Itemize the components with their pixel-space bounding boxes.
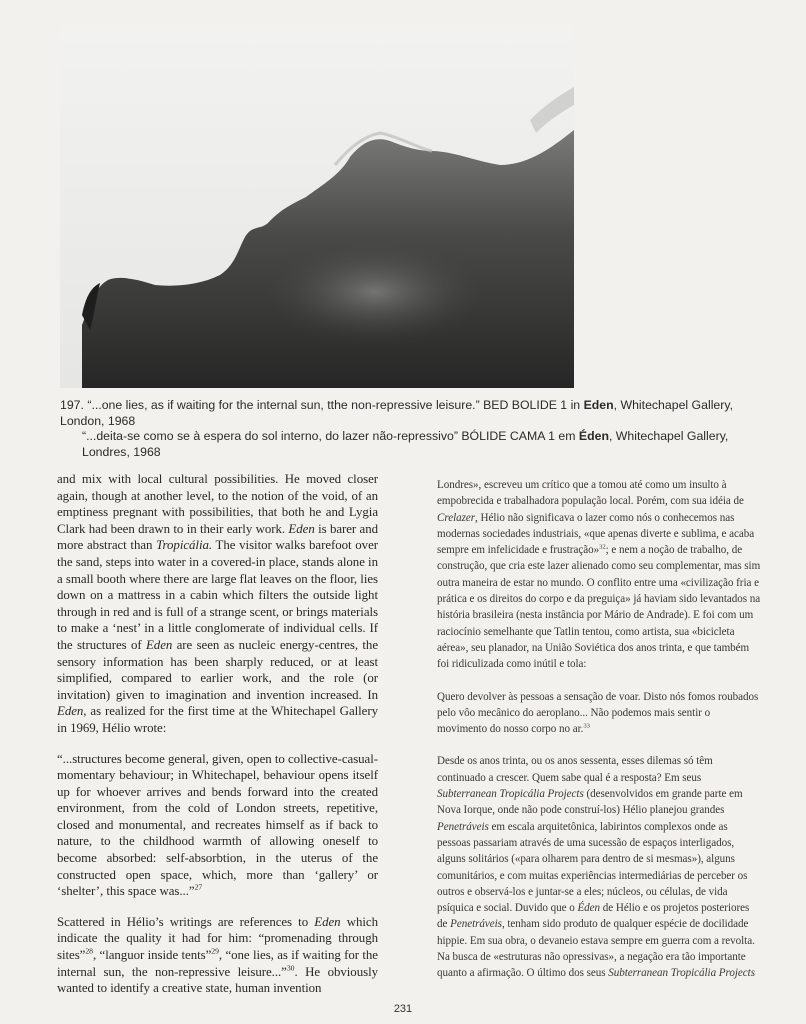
quote-text: Quero devolver às pessoas a sensação de voar. Disto nós fomos roubados pelo vôo mecânico do aeroplano... Não podemos mais sentir o movimento do nosso corpo no ar. <box>437 690 759 736</box>
italic-text: Eden <box>314 914 341 929</box>
text: , as realized for the first time at the Whitechapel Gallery in 1969, Hélio wrote: <box>57 704 378 735</box>
english-quote <box>57 751 378 900</box>
portuguese-quote <box>437 689 762 738</box>
footnote-ref: 29 <box>211 946 219 956</box>
portuguese-column <box>437 477 762 998</box>
text: The visitor walks barefoot over the sand, steps into water in a covered-in place, stands alone in a small booth where there are large flat leaves on the floor, lies down on a mattress in a cabin which filters the outside light through in red and is full of a strange scent, or brings materials to make a ‘nest’ in a little conglomerate of individual cells. If the structures of <box>57 538 378 652</box>
footnote-ref: 30 <box>286 963 295 973</box>
caption-portuguese-suffix: , Whitechapel Gallery, Londres, 1968 <box>82 429 729 459</box>
figure-caption <box>60 398 760 460</box>
text: is barer and more abstract than <box>57 521 378 553</box>
text: de Hélio e os projetos posteriores de <box>437 902 750 931</box>
photograph <box>60 25 574 388</box>
page-number: 231 <box>393 1003 413 1015</box>
footnote-ref: 28 <box>85 946 93 956</box>
caption-portuguese <box>60 429 760 460</box>
italic-text: Subterranean Tropicália Projects <box>437 788 584 801</box>
caption-english-suffix: , Whitechapel Gallery, London, 1968 <box>60 398 734 428</box>
text: , Hélio não significava o lazer como nós o conhecemos nas modernas sociedades industriais, «que apenas diverte e sublima, e acaba sempre em infelicidade e frustração» <box>437 511 755 557</box>
caption-portuguese-bold: Éden <box>578 429 609 444</box>
english-paragraph-1 <box>57 471 378 737</box>
footnote-ref: 32 <box>599 543 606 551</box>
profile-photo-image <box>60 25 574 388</box>
italic-text: Eden <box>288 521 315 536</box>
text: , tenham sido produto de qualquer espécie de docilidade hippie. Em sua obra, o devaneio estava sempre em guerra com a revolta. Na busca de «estruturas não opressivas», a negação era tão importante quanto a afirmação. O último dos seus <box>437 918 755 980</box>
text: , “one lies, as if waiting for the internal sun, the non-repressive leisure...” <box>57 948 378 979</box>
italic-text: Éden <box>577 902 601 915</box>
english-column <box>57 471 378 1011</box>
quote-text: “...structures become general, given, open to collective-casual-momentary behaviour; in Whitechapel, behaviour opens itself up for whoever arrives and bends forward into the created environment, from the cold of London streets, repetitive, closed and monumental, and recreates himself as if back to nature, to the childhood warmth of allowing oneself to become absorbed: self-absorbtion, in the uterus of the constructed open space, which, more than ‘gallery’ or ‘shelter’, this space was...” <box>57 751 378 899</box>
text: Scattered in Hélio’s writings are references to <box>57 914 315 929</box>
portuguese-paragraph-3 <box>437 753 762 981</box>
italic-text: Penetráveis <box>437 820 489 833</box>
caption-english-text: 197. “...one lies, as if waiting for the internal sun, tthe non-repressive leisure.” BED BOLIDE 1 in <box>60 398 584 412</box>
italic-text: Eden <box>145 637 173 652</box>
text: are seen as nucleic energy-centres, the sensory information has been sharply reduced, or at least simplified, compared to earlier work, and the role (or invitation) given to imagination and invention increased. In <box>57 637 378 702</box>
text: Londres», escreveu um crítico que a tomou até como um insulto à empobrecida e trabalhadora população local. Porém, com sua idéia de <box>437 479 744 508</box>
italic-text: Crelazer <box>437 511 476 524</box>
text: em escala arquitetônica, labirintos complexos onde as pessoas passariam através de uma sucessão de espaços interligados, alguns solitários («para olharem para dentro de si mesmas»), alguns comunitários, e com muitas experiências intermediárias de perceber os outros e observá-los e juntar-se a eles; núcleos, ou células, de vida psíquica e social. Duvido que o <box>437 820 748 915</box>
footnote-ref: 33 <box>583 722 590 730</box>
footnote-ref: 27 <box>194 882 203 892</box>
italic-text: Penetráveis <box>450 918 502 931</box>
italic-text: Subterranean Tropicália Projects <box>608 967 755 980</box>
italic-text: Eden <box>57 704 84 719</box>
text: . He obviously wanted to identify a creative state, human invention <box>57 964 378 996</box>
italic-text: Tropicália. <box>156 538 213 553</box>
text: Desde os anos trinta, ou os anos sessenta, esses dilemas só têm continuado a crescer. Quem sabe qual é a resposta? Em seus <box>437 755 713 784</box>
text: ; e nem a noção de trabalho, de construção, que cria este lazer alienado como seu complementar, mas sim outra maneira de estar no mundo. O conflito entre uma «civilização fria e prática e os direitos do corpo e da preguiça» já haviam sido levantados na história brasileira (nesta instância por Mário de Andrade). E foi com um raciocínio semelhante que Tatlin tentou, como artista, sua «bicicleta aérea», seu planador, na União Soviética dos anos trinta, e que também foi ridiculizada como inútil e tola: <box>437 544 761 671</box>
caption-portuguese-text: “...deita-se como se à espera do sol interno, do lazer não-repressivo” BÓLIDE CAMA 1 em <box>82 429 579 444</box>
text: and mix with local cultural possibilities. He moved closer again, though at another level, to the notion of the void, of an emptiness pregnant with possibilities, that both he and Lygia Clark had been drawn to in their early work. <box>57 472 378 536</box>
text: (desenvolvidos em grande parte em Nova Iorque, onde não pode construí-los) Hélio planejou grandes <box>437 788 743 817</box>
caption-english <box>60 398 760 429</box>
portuguese-paragraph-1 <box>437 477 762 673</box>
text: , “languor inside tents” <box>92 948 212 963</box>
english-paragraph-3 <box>57 914 378 997</box>
caption-english-bold: Eden <box>583 398 614 412</box>
text: which indicate the quality it had for him: “promenading through sites” <box>57 914 378 963</box>
